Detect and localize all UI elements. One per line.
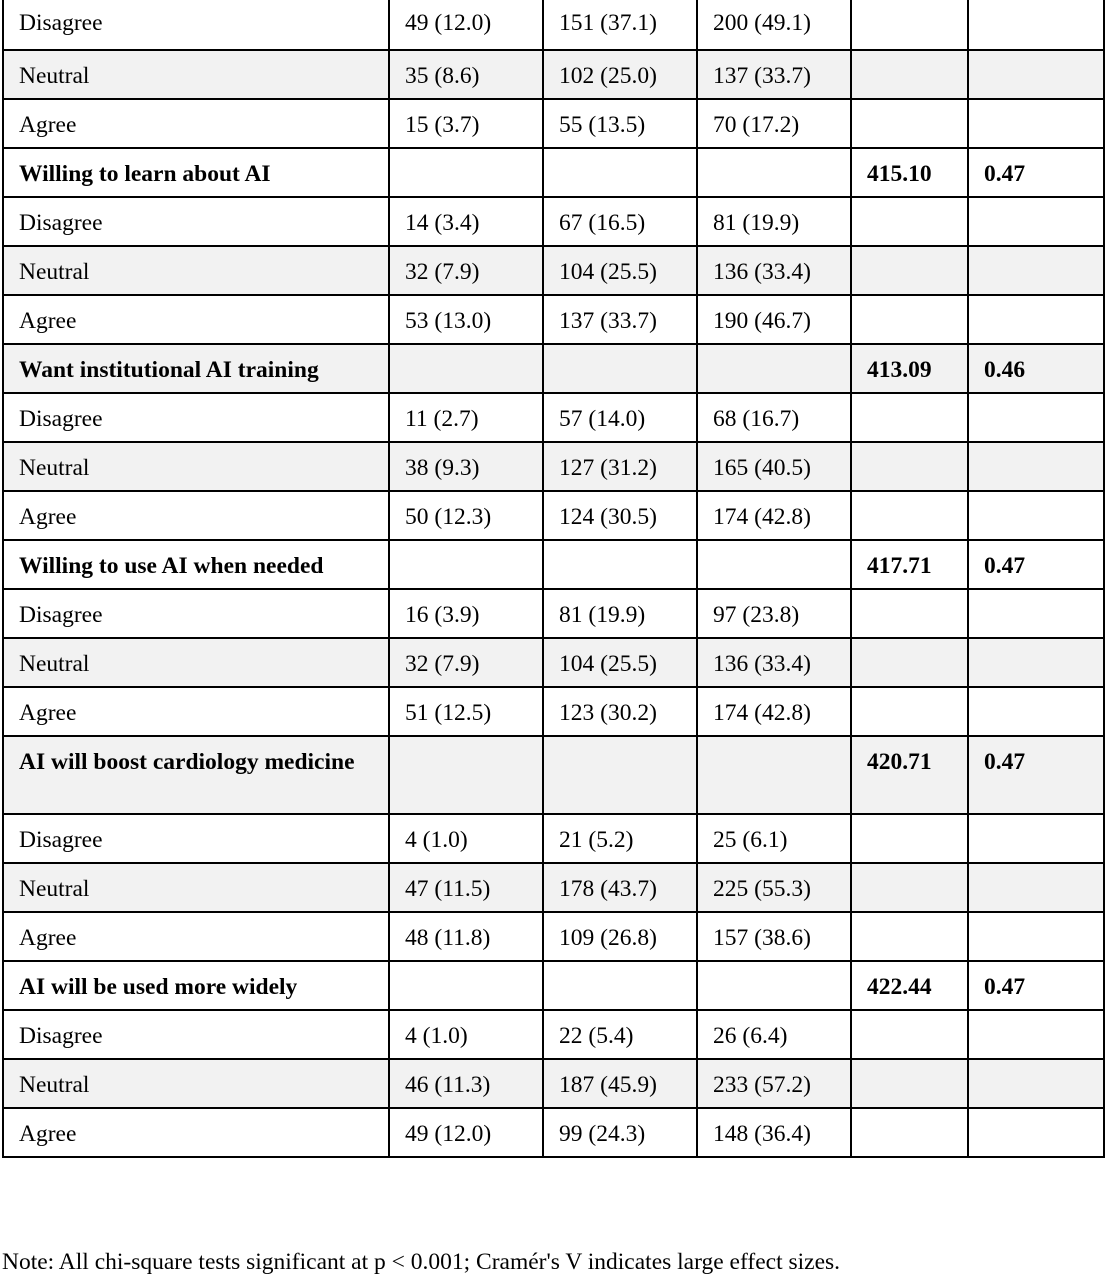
row-label-cell: Neutral xyxy=(3,50,389,99)
count-cell-2 xyxy=(543,736,697,814)
count-cell-3: 225 (55.3) xyxy=(697,863,851,912)
cramers-v-cell: 0.46 xyxy=(968,344,1104,393)
chi-square-cell: 413.09 xyxy=(851,344,968,393)
count-cell-1: 32 (7.9) xyxy=(389,246,543,295)
row-label-cell: Agree xyxy=(3,912,389,961)
count-cell-1: 48 (11.8) xyxy=(389,912,543,961)
count-cell-2: 151 (37.1) xyxy=(543,0,697,50)
count-cell-1 xyxy=(389,961,543,1010)
count-cell-3: 157 (38.6) xyxy=(697,912,851,961)
row-label-cell: Agree xyxy=(3,687,389,736)
chi-square-cell: 422.44 xyxy=(851,961,968,1010)
chi-square-cell xyxy=(851,0,968,50)
chi-square-cell xyxy=(851,50,968,99)
count-cell-3: 136 (33.4) xyxy=(697,246,851,295)
chi-square-cell xyxy=(851,638,968,687)
count-cell-2: 104 (25.5) xyxy=(543,638,697,687)
count-cell-3: 233 (57.2) xyxy=(697,1059,851,1108)
cramers-v-cell xyxy=(968,295,1104,344)
row-label-cell: Disagree xyxy=(3,1010,389,1059)
row-label-cell: Agree xyxy=(3,1108,389,1157)
chi-square-cell xyxy=(851,99,968,148)
row-label-cell: Neutral xyxy=(3,638,389,687)
table-row xyxy=(3,1010,1104,1059)
table-row xyxy=(3,1059,1104,1108)
count-cell-3 xyxy=(697,961,851,1010)
chi-square-cell xyxy=(851,1059,968,1108)
chi-square-cell xyxy=(851,814,968,863)
row-label-cell: Disagree xyxy=(3,0,389,50)
table-row xyxy=(3,912,1104,961)
count-cell-1: 47 (11.5) xyxy=(389,863,543,912)
row-label-cell: Willing to use AI when needed xyxy=(3,540,389,589)
cramers-v-cell xyxy=(968,1010,1104,1059)
table-row xyxy=(3,687,1104,736)
count-cell-1 xyxy=(389,344,543,393)
cramers-v-cell xyxy=(968,814,1104,863)
chi-square-cell xyxy=(851,687,968,736)
cramers-v-cell xyxy=(968,0,1104,50)
row-label-cell: Agree xyxy=(3,491,389,540)
count-cell-2 xyxy=(543,540,697,589)
row-label-cell: Neutral xyxy=(3,246,389,295)
count-cell-3 xyxy=(697,344,851,393)
row-label-cell: Neutral xyxy=(3,1059,389,1108)
chi-square-cell: 417.71 xyxy=(851,540,968,589)
row-label-cell: AI will be used more widely xyxy=(3,961,389,1010)
count-cell-3: 190 (46.7) xyxy=(697,295,851,344)
chi-square-cell xyxy=(851,491,968,540)
cramers-v-cell xyxy=(968,1108,1104,1157)
cramers-v-cell: 0.47 xyxy=(968,736,1104,814)
row-label-cell: Disagree xyxy=(3,197,389,246)
chi-square-cell xyxy=(851,1010,968,1059)
count-cell-3: 165 (40.5) xyxy=(697,442,851,491)
chi-square-cell xyxy=(851,295,968,344)
cramers-v-cell xyxy=(968,393,1104,442)
row-label-cell: Want institutional AI training xyxy=(3,344,389,393)
table-row xyxy=(3,99,1104,148)
count-cell-3: 81 (19.9) xyxy=(697,197,851,246)
table-row xyxy=(3,50,1104,99)
results-table-body xyxy=(3,0,1104,1157)
count-cell-1: 49 (12.0) xyxy=(389,1108,543,1157)
count-cell-2: 22 (5.4) xyxy=(543,1010,697,1059)
count-cell-2 xyxy=(543,344,697,393)
count-cell-2: 123 (30.2) xyxy=(543,687,697,736)
table-row xyxy=(3,491,1104,540)
cramers-v-cell xyxy=(968,99,1104,148)
table-row xyxy=(3,1108,1104,1157)
count-cell-3: 148 (36.4) xyxy=(697,1108,851,1157)
count-cell-2: 57 (14.0) xyxy=(543,393,697,442)
row-label-cell: Neutral xyxy=(3,442,389,491)
table-row xyxy=(3,246,1104,295)
count-cell-1: 46 (11.3) xyxy=(389,1059,543,1108)
table-row-group-header xyxy=(3,961,1104,1010)
table-row xyxy=(3,814,1104,863)
chi-square-cell xyxy=(851,912,968,961)
count-cell-1: 4 (1.0) xyxy=(389,814,543,863)
cramers-v-cell xyxy=(968,687,1104,736)
count-cell-1: 53 (13.0) xyxy=(389,295,543,344)
table-row xyxy=(3,393,1104,442)
chi-square-cell xyxy=(851,863,968,912)
count-cell-2 xyxy=(543,961,697,1010)
count-cell-1: 32 (7.9) xyxy=(389,638,543,687)
cramers-v-cell xyxy=(968,50,1104,99)
table-row-group-header xyxy=(3,736,1104,814)
chi-square-cell xyxy=(851,393,968,442)
count-cell-3: 25 (6.1) xyxy=(697,814,851,863)
count-cell-1: 14 (3.4) xyxy=(389,197,543,246)
chi-square-cell xyxy=(851,589,968,638)
results-table-container xyxy=(2,0,1103,1158)
count-cell-1 xyxy=(389,148,543,197)
results-table xyxy=(2,0,1105,1158)
count-cell-1: 4 (1.0) xyxy=(389,1010,543,1059)
count-cell-2: 81 (19.9) xyxy=(543,589,697,638)
count-cell-2: 178 (43.7) xyxy=(543,863,697,912)
count-cell-1: 35 (8.6) xyxy=(389,50,543,99)
row-label-cell: Disagree xyxy=(3,814,389,863)
cramers-v-cell xyxy=(968,491,1104,540)
cramers-v-cell xyxy=(968,589,1104,638)
count-cell-3: 200 (49.1) xyxy=(697,0,851,50)
count-cell-2: 137 (33.7) xyxy=(543,295,697,344)
count-cell-3 xyxy=(697,736,851,814)
count-cell-3: 97 (23.8) xyxy=(697,589,851,638)
count-cell-3: 70 (17.2) xyxy=(697,99,851,148)
chi-square-cell: 415.10 xyxy=(851,148,968,197)
table-row xyxy=(3,197,1104,246)
count-cell-2: 67 (16.5) xyxy=(543,197,697,246)
row-label-cell: Disagree xyxy=(3,393,389,442)
table-note: Note: All chi-square tests significant at p < 0.001; Cramér's V indicates large effect sizes. xyxy=(2,1249,841,1275)
row-label-cell: Willing to learn about AI xyxy=(3,148,389,197)
count-cell-3: 68 (16.7) xyxy=(697,393,851,442)
cramers-v-cell: 0.47 xyxy=(968,961,1104,1010)
count-cell-1: 49 (12.0) xyxy=(389,0,543,50)
table-row xyxy=(3,0,1104,50)
table-row xyxy=(3,863,1104,912)
count-cell-1 xyxy=(389,540,543,589)
cramers-v-cell xyxy=(968,246,1104,295)
count-cell-3: 137 (33.7) xyxy=(697,50,851,99)
table-row-group-header xyxy=(3,344,1104,393)
count-cell-3 xyxy=(697,540,851,589)
chi-square-cell xyxy=(851,246,968,295)
cramers-v-cell xyxy=(968,638,1104,687)
count-cell-2: 102 (25.0) xyxy=(543,50,697,99)
cramers-v-cell xyxy=(968,863,1104,912)
row-label-cell: Disagree xyxy=(3,589,389,638)
count-cell-2: 55 (13.5) xyxy=(543,99,697,148)
table-row xyxy=(3,589,1104,638)
count-cell-1: 50 (12.3) xyxy=(389,491,543,540)
count-cell-2: 124 (30.5) xyxy=(543,491,697,540)
cramers-v-cell: 0.47 xyxy=(968,540,1104,589)
cramers-v-cell xyxy=(968,197,1104,246)
count-cell-1: 16 (3.9) xyxy=(389,589,543,638)
count-cell-2 xyxy=(543,148,697,197)
count-cell-3: 174 (42.8) xyxy=(697,687,851,736)
chi-square-cell xyxy=(851,197,968,246)
count-cell-2: 127 (31.2) xyxy=(543,442,697,491)
count-cell-1: 51 (12.5) xyxy=(389,687,543,736)
count-cell-3: 26 (6.4) xyxy=(697,1010,851,1059)
table-row-group-header xyxy=(3,148,1104,197)
count-cell-2: 109 (26.8) xyxy=(543,912,697,961)
table-row xyxy=(3,442,1104,491)
count-cell-3: 136 (33.4) xyxy=(697,638,851,687)
chi-square-cell xyxy=(851,442,968,491)
chi-square-cell: 420.71 xyxy=(851,736,968,814)
count-cell-1: 38 (9.3) xyxy=(389,442,543,491)
count-cell-2: 187 (45.9) xyxy=(543,1059,697,1108)
cramers-v-cell xyxy=(968,912,1104,961)
row-label-cell: Agree xyxy=(3,295,389,344)
table-row xyxy=(3,638,1104,687)
count-cell-3: 174 (42.8) xyxy=(697,491,851,540)
table-row-group-header xyxy=(3,540,1104,589)
row-label-cell: Agree xyxy=(3,99,389,148)
row-label-cell: AI will boost cardiology medicine xyxy=(3,736,389,814)
chi-square-cell xyxy=(851,1108,968,1157)
count-cell-2: 99 (24.3) xyxy=(543,1108,697,1157)
count-cell-1: 15 (3.7) xyxy=(389,99,543,148)
row-label-cell: Neutral xyxy=(3,863,389,912)
cramers-v-cell: 0.47 xyxy=(968,148,1104,197)
count-cell-1 xyxy=(389,736,543,814)
count-cell-1: 11 (2.7) xyxy=(389,393,543,442)
cramers-v-cell xyxy=(968,442,1104,491)
cramers-v-cell xyxy=(968,1059,1104,1108)
count-cell-2: 21 (5.2) xyxy=(543,814,697,863)
count-cell-2: 104 (25.5) xyxy=(543,246,697,295)
table-row xyxy=(3,295,1104,344)
count-cell-3 xyxy=(697,148,851,197)
